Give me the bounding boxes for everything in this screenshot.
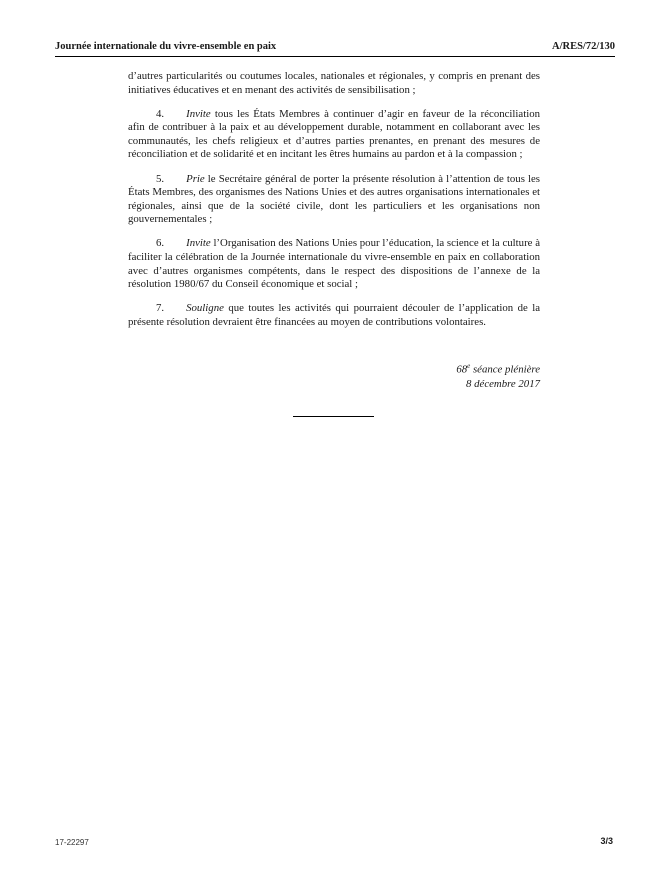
paragraph-number: 6.	[156, 237, 165, 250]
paragraph-number: 5.	[156, 172, 165, 185]
page-header	[55, 38, 615, 57]
operative-paragraph-7	[128, 302, 540, 329]
page-number: 3/3	[600, 836, 613, 846]
operative-verb: Prie	[186, 172, 205, 185]
document-symbol: A/RES/72/130	[551, 41, 615, 52]
paragraph-number: 4.	[156, 107, 165, 120]
document-number: 17-22297	[55, 838, 89, 847]
meeting-signature	[128, 359, 540, 391]
operative-paragraph-4	[128, 108, 540, 162]
paragraph-number: 7.	[156, 302, 165, 315]
operative-paragraph-6	[128, 237, 540, 291]
paragraph-text: que toutes les activités qui pourraient découler de l’application de la présente résolution devraient être financées au moyen de contributions volontaires.	[128, 302, 540, 328]
paragraph-text: l’Organisation des Nations Unies pour l’éducation, la science et la culture à faciliter la célébration de la Journée internationale du vivre-ensemble en paix en collaboration avec d’autres organismes compétents, dans le respect des dispositions de l’annexe de la résolution 1980/67 du Conseil économique et social ;	[128, 237, 540, 291]
resolution-body	[128, 70, 540, 340]
operative-paragraph-5	[128, 173, 540, 227]
paragraph-text: tous les États Membres à continuer d’agir en faveur de la réconciliation afin de contribuer à la paix et au développement durable, notamment en collaborant avec les communautés, les chefs religieux et d’autres parties prenantes, en prenant des mesures de réconciliation et de solidarité et en incitant les êtres humains au pardon et à la compassion ;	[128, 107, 540, 161]
paragraph-text: d’autres particularités ou coutumes locales, nationales et régionales, y compris en prenant des initiatives éducatives et en menant des activités de sensibilisation ;	[128, 70, 540, 96]
adoption-date: 8 décembre 2017	[466, 377, 540, 390]
end-rule	[293, 416, 374, 417]
operative-verb: Invite	[186, 237, 211, 250]
meeting-suffix: e	[467, 362, 471, 370]
meeting-number: 68	[456, 363, 468, 376]
document-title: Journée internationale du vivre-ensemble en paix	[55, 41, 277, 52]
meeting-line	[128, 359, 540, 377]
paragraph-continuation	[128, 70, 540, 97]
operative-verb: Invite	[186, 107, 211, 120]
paragraph-text: le Secrétaire général de porter la présente résolution à l’attention de tous les États Membres, des organismes des Nations Unies et des autres organisations internationales et régionales, ainsi que de la société civile, dont les particuliers et les organisations non gouvernementales ;	[128, 172, 540, 226]
operative-verb: Souligne	[186, 302, 224, 315]
meeting-text: séance plénière	[470, 363, 540, 376]
